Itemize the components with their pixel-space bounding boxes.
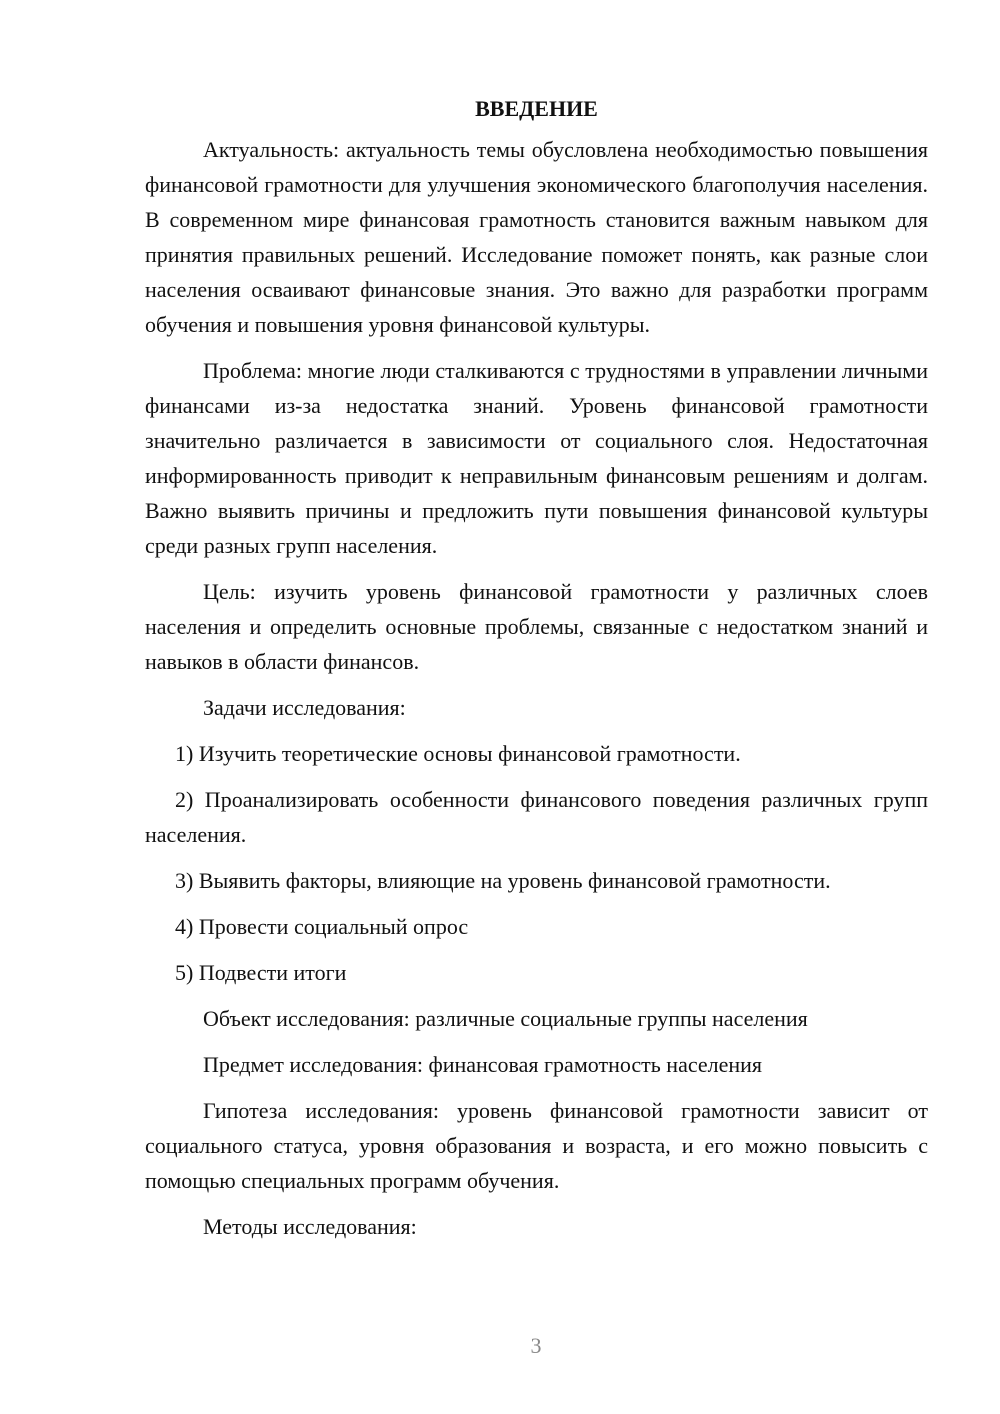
- task-item-1: 1) Изучить теоретические основы финансовой грамотности.: [175, 741, 741, 766]
- task-item-4: 4) Провести социальный опрос: [175, 914, 469, 939]
- paragraph-relevance: Актуальность: актуальность темы обусловлена необходимостью повышения финансовой грамотности для улучшения экономического благополучия населения. В современном мире финансовая грамотность становится важным навыком для принятия правильных решений. Исследование поможет понять, как разные слои населения осваивают финансовые знания. Это важно для разработки программ обучения и повышения уровня финансовой культуры.: [145, 137, 928, 337]
- paragraph-problem: Проблема: многие люди сталкиваются с трудностями в управлении личными финансами из-за недостатка знаний. Уровень финансовой грамотности значительно различается в зависимости от социального слоя. Недостаточная информированность приводит к неправильным финансовым решениям и долгам. Важно выявить причины и предложить пути повышения финансовой культуры среди разных групп населения.: [145, 358, 928, 558]
- paragraph-methods: Методы исследования:: [203, 1214, 417, 1239]
- paragraph-object: Объект исследования: различные социальные группы населения: [203, 1006, 808, 1031]
- section-title: ВВЕДЕНИЕ: [475, 96, 598, 121]
- document-page: [145, 92, 928, 1255]
- paragraph-tasks-heading: Задачи исследования:: [203, 695, 406, 720]
- paragraph-hypothesis: Гипотеза исследования: уровень финансовой грамотности зависит от социального статуса, уровня образования и возраста, и его можно повысить с помощью специальных программ обучения.: [145, 1098, 928, 1193]
- paragraph-goal: Цель: изучить уровень финансовой грамотности у различных слоев населения и определить основные проблемы, связанные с недостатком знаний и навыков в области финансов.: [145, 579, 928, 674]
- task-item-2: 2) Проанализировать особенности финансового поведения различных групп населения.: [145, 787, 928, 847]
- task-item-3: 3) Выявить факторы, влияющие на уровень финансовой грамотности.: [175, 868, 831, 893]
- paragraph-subject: Предмет исследования: финансовая грамотность населения: [203, 1052, 763, 1077]
- task-item-5: 5) Подвести итоги: [175, 960, 347, 985]
- page-number: 3: [530, 1333, 542, 1358]
